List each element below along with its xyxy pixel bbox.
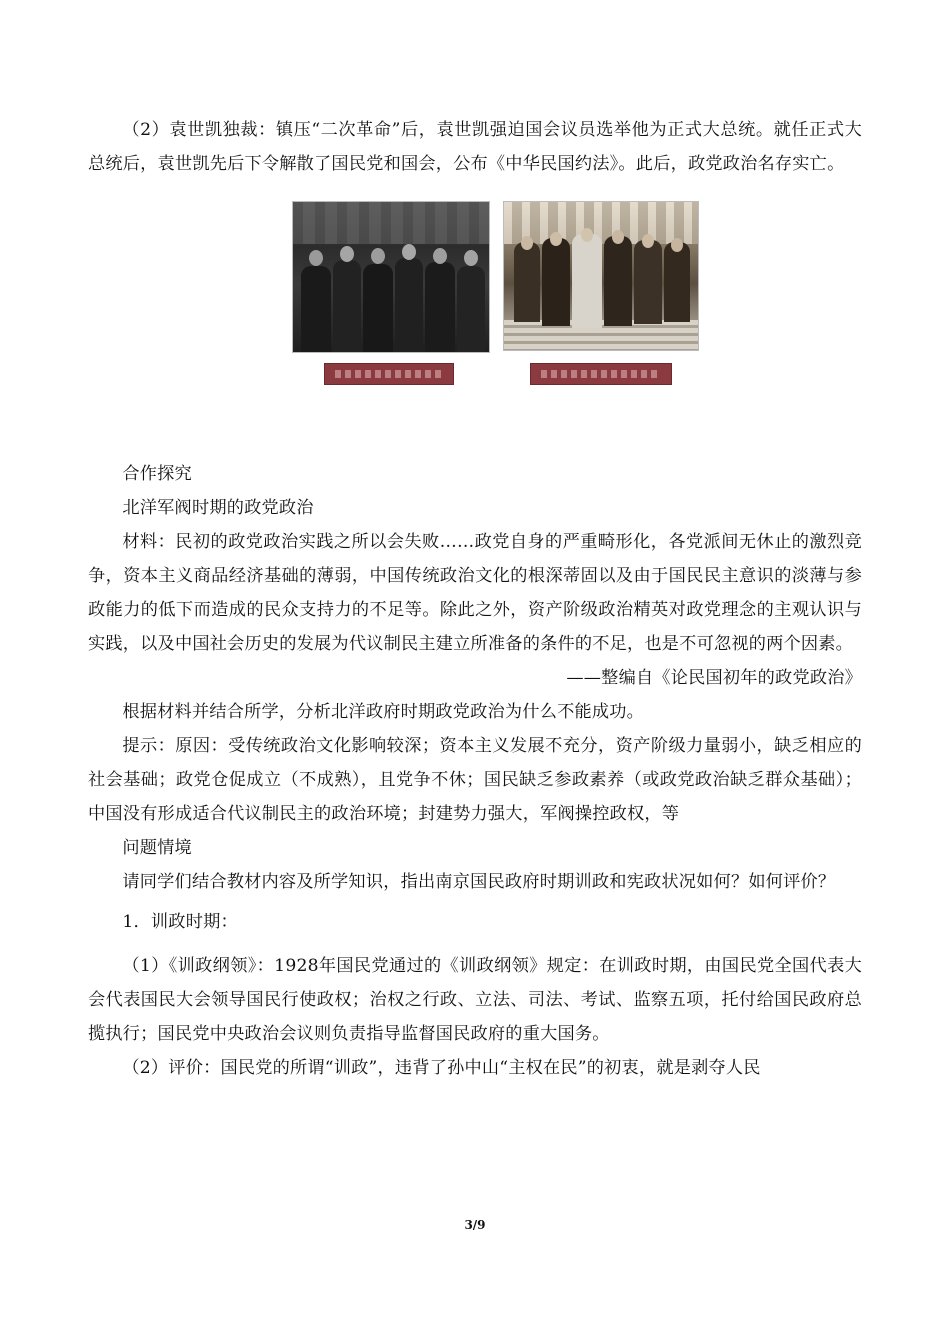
photo-face: [309, 250, 323, 266]
group-photo-right: [503, 201, 699, 351]
photo-face: [550, 232, 562, 246]
heading-cooperative-inquiry: 合作探究: [122, 464, 192, 484]
paragraph-question: 根据材料并结合所学，分析北洋政府时期政党政治为什么不能成功。: [122, 702, 645, 722]
photo-person: [363, 264, 393, 352]
group-photo-left: [292, 201, 490, 353]
paragraph-hint: 提示：原因：受传统政治文化影响较深；资本主义发展不充分，资产阶级力量弱小，缺乏相应的社会基础；政党仓促成立（不成熟），且党争不休；国民缺乏参政素养（或政党政治缺乏群众基础）；中国没有形成适合代议制民主的政治环境；封建势力强大，军阀操控政权，等: [88, 736, 862, 824]
paragraph-material: 材料：民初的政党政治实践之所以会失败……政党自身的严重畸形化，各党派间无休止的激烈竞争，资本主义商品经济基础的薄弱，中国传统政治文化的根深蒂固以及由于国民民主意识的淡薄与参政能力的低下而造成的民众支持力的不足等。除此之外，资产阶级政治精英对政党理念的主观认识与实践，以及中国社会历史的发展为代议制民主建立所准备的条件的不足，也是不可忽视的两个因素。: [88, 532, 862, 654]
photo-caption-bar-right: [530, 363, 672, 385]
photo-person: [395, 258, 423, 352]
photo-face: [581, 228, 593, 242]
figure-photos: [88, 195, 862, 447]
paragraph-yuan-shikai: （2）袁世凯独裁：镇压“二次革命”后，袁世凯强迫国会议员选举他为正式大总统。就任正式大总统后，袁世凯先后下令解散了国民党和国会，公布《中华民国约法》。此后，政党政治名存实亡。: [88, 120, 862, 174]
photo-face: [642, 234, 654, 248]
photo-caption-bar-left: [324, 363, 454, 385]
caption-text-illegible: [541, 370, 661, 378]
caption-text-illegible: [335, 370, 443, 378]
material-source: ——整编自《论民国初年的政党政治》: [566, 668, 862, 688]
paragraph-prompt: 请同学们结合教材内容及所学知识，指出南京国民政府时期训政和宪政状况如何？如何评价？: [122, 872, 836, 892]
photo-face: [521, 236, 533, 250]
heading-problem-situation: 问题情境: [122, 838, 192, 858]
heading-beiyang-party-politics: 北洋军阀时期的政党政治: [122, 498, 314, 518]
photo-person: [604, 236, 632, 326]
page-content: [88, 113, 862, 1085]
item-tutelage-period: 1．训政时期：: [122, 912, 238, 932]
photo-person: [514, 242, 540, 322]
page-number: 3/9: [464, 1218, 486, 1232]
photo-person: [301, 266, 331, 352]
photo-face: [371, 248, 385, 264]
photo-background: [504, 202, 698, 244]
photo-person: [333, 260, 361, 352]
photo-face: [612, 230, 624, 244]
item-tutelage-outline: （1）《训政纲领》：1928年国民党通过的《训政纲领》规定：在训政时期，由国民党全国代表大会代表国民大会领导国民行使政权；治权之行政、立法、司法、考试、监察五项，托付给国民政府总揽执行；国民党中央政治会议则负责指导监督国民政府的重大国务。: [88, 956, 862, 1044]
item-tutelage-evaluation: （2）评价：国民党的所谓“训政”，违背了孙中山“主权在民”的初衷，就是剥夺人民: [122, 1058, 761, 1078]
photo-face: [464, 250, 478, 266]
photo-person: [457, 266, 485, 352]
photo-person: [664, 242, 690, 322]
photo-face: [671, 238, 683, 252]
photo-person: [634, 240, 662, 324]
photo-person: [425, 262, 455, 352]
photo-person: [572, 234, 602, 328]
photo-face: [433, 248, 447, 264]
photo-person: [542, 238, 570, 326]
photo-face: [402, 244, 416, 260]
photo-background: [293, 202, 489, 244]
photo-face: [340, 246, 354, 262]
